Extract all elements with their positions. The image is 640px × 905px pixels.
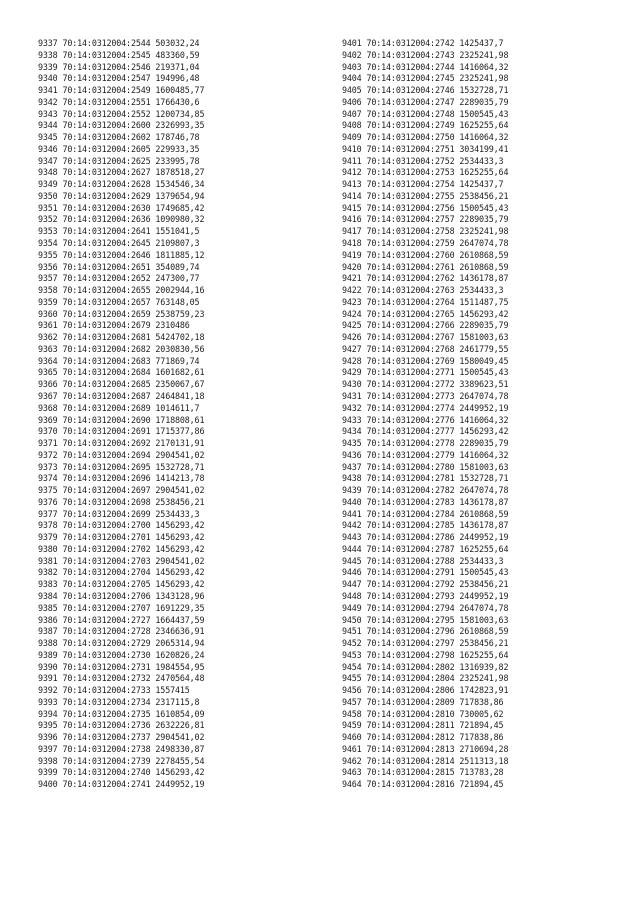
table-row: 9376 70:14:0312004:2698 2538456,21: [38, 496, 205, 507]
table-row: 9343 70:14:0312004:2552 1200734,85: [38, 108, 205, 119]
table-row: 9438 70:14:0312004:2781 1532728,71: [342, 473, 509, 484]
table-row: 9398 70:14:0312004:2739 2278455,54: [38, 755, 205, 766]
table-row: 9462 70:14:0312004:2814 2511313,18: [342, 755, 509, 766]
table-row: 9353 70:14:0312004:2641 1551041,5: [38, 226, 200, 237]
table-row: 9399 70:14:0312004:2740 1456293,42: [38, 767, 205, 778]
table-row: 9417 70:14:0312004:2758 2325241,98: [342, 226, 509, 237]
table-row: 9390 70:14:0312004:2731 1984554,95: [38, 661, 205, 672]
table-row: 9464 70:14:0312004:2816 721894,45: [342, 779, 504, 790]
table-row: 9463 70:14:0312004:2815 713783,28: [342, 767, 504, 778]
table-row: 9453 70:14:0312004:2798 1625255,64: [342, 649, 509, 660]
table-row: 9448 70:14:0312004:2793 2449952,19: [342, 590, 509, 601]
table-row: 9396 70:14:0312004:2737 2904541,02: [38, 732, 205, 743]
table-row: 9407 70:14:0312004:2748 1500545,43: [342, 108, 509, 119]
table-row: 9388 70:14:0312004:2729 2065314,94: [38, 638, 205, 649]
table-row: 9420 70:14:0312004:2761 2610868,59: [342, 261, 509, 272]
table-row: 9436 70:14:0312004:2779 1416064,32: [342, 449, 509, 460]
table-row: 9446 70:14:0312004:2791 1500545,43: [342, 567, 509, 578]
table-row: 9365 70:14:0312004:2684 1601682,61: [38, 367, 205, 378]
table-row: 9382 70:14:0312004:2704 1456293,42: [38, 567, 205, 578]
table-row: 9363 70:14:0312004:2682 2030830,56: [38, 343, 205, 354]
table-row: 9447 70:14:0312004:2792 2538456,21: [342, 579, 509, 590]
table-row: 9337 70:14:0312004:2544 503032,24: [38, 38, 200, 48]
table-row: 9402 70:14:0312004:2743 2325241,98: [342, 49, 509, 60]
table-row: 9347 70:14:0312004:2625 233995,78: [38, 155, 200, 166]
table-row: 9397 70:14:0312004:2738 2498330,87: [38, 743, 205, 754]
table-row: 9422 70:14:0312004:2763 2534433,3: [342, 285, 504, 296]
table-row: 9404 70:14:0312004:2745 2325241,98: [342, 73, 509, 84]
table-row: 9391 70:14:0312004:2732 2470564,48: [38, 673, 205, 684]
table-row: 9349 70:14:0312004:2628 1534546,34: [38, 179, 205, 190]
table-row: 9421 70:14:0312004:2762 1436178,87: [342, 273, 509, 284]
table-row: 9375 70:14:0312004:2697 2904541,02: [38, 485, 205, 496]
table-row: 9355 70:14:0312004:2646 1811885,12: [38, 249, 205, 260]
table-row: 9418 70:14:0312004:2759 2647074,78: [342, 238, 509, 249]
table-row: 9444 70:14:0312004:2787 1625255,64: [342, 543, 509, 554]
table-row: 9410 70:14:0312004:2751 3034199,41: [342, 143, 509, 154]
table-row: 9415 70:14:0312004:2756 1500545,43: [342, 202, 509, 213]
table-row: 9341 70:14:0312004:2549 1600485,77: [38, 85, 205, 96]
table-row: 9454 70:14:0312004:2802 1316939,82: [342, 661, 509, 672]
table-row: 9408 70:14:0312004:2749 1625255,64: [342, 120, 509, 131]
table-row: 9393 70:14:0312004:2734 2317115,8: [38, 696, 200, 707]
table-row: 9378 70:14:0312004:2700 1456293,42: [38, 520, 205, 531]
table-row: 9348 70:14:0312004:2627 1878518,27: [38, 167, 205, 178]
table-row: 9400 70:14:0312004:2741 2449952,19: [38, 779, 205, 790]
table-row: 9356 70:14:0312004:2651 354089,74: [38, 261, 200, 272]
table-row: 9450 70:14:0312004:2795 1581003,63: [342, 614, 509, 625]
table-row: 9412 70:14:0312004:2753 1625255,64: [342, 167, 509, 178]
table-row: 9456 70:14:0312004:2806 1742823,91: [342, 685, 509, 696]
table-row: 9394 70:14:0312004:2735 1610854,09: [38, 708, 205, 719]
table-row: 9457 70:14:0312004:2809 717838,86: [342, 696, 504, 707]
table-row: 9370 70:14:0312004:2691 1715377,86: [38, 426, 205, 437]
table-row: 9425 70:14:0312004:2766 2289035,79: [342, 320, 509, 331]
table-row: 9371 70:14:0312004:2692 2170131,91: [38, 438, 205, 449]
table-row: 9344 70:14:0312004:2600 2326993,35: [38, 120, 205, 131]
table-row: 9357 70:14:0312004:2652 247300,77: [38, 273, 200, 284]
table-row: 9342 70:14:0312004:2551 1766430,6: [38, 96, 200, 107]
table-row: 9387 70:14:0312004:2728 2346636,91: [38, 626, 205, 637]
table-row: 9358 70:14:0312004:2655 2002944,16: [38, 285, 205, 296]
table-row: 9441 70:14:0312004:2784 2610868,59: [342, 508, 509, 519]
table-row: 9459 70:14:0312004:2811 721894,45: [342, 720, 504, 731]
table-row: 9372 70:14:0312004:2694 2904541,02: [38, 449, 205, 460]
table-row: 9442 70:14:0312004:2785 1436178,87: [342, 520, 509, 531]
table-row: 9374 70:14:0312004:2696 1414213,78: [38, 473, 205, 484]
table-row: 9451 70:14:0312004:2796 2610868,59: [342, 626, 509, 637]
table-row: 9352 70:14:0312004:2636 1090980,32: [38, 214, 205, 225]
table-row: 9383 70:14:0312004:2705 1456293,42: [38, 579, 205, 590]
table-row: 9432 70:14:0312004:2774 2449952,19: [342, 402, 509, 413]
table-row: 9455 70:14:0312004:2804 2325241,98: [342, 673, 509, 684]
table-row: 9351 70:14:0312004:2630 1749685,42: [38, 202, 205, 213]
table-row: 9368 70:14:0312004:2689 1014611,7: [38, 402, 200, 413]
table-row: 9389 70:14:0312004:2730 1620826,24: [38, 649, 205, 660]
table-row: 9360 70:14:0312004:2659 2538759,23: [38, 308, 205, 319]
table-row: 9384 70:14:0312004:2706 1343128,96: [38, 590, 205, 601]
table-row: 9361 70:14:0312004:2679 2310486: [38, 320, 190, 331]
table-row: 9354 70:14:0312004:2645 2109807,3: [38, 238, 200, 249]
table-row: 9364 70:14:0312004:2683 771869,74: [38, 355, 200, 366]
table-row: 9385 70:14:0312004:2707 1691229,35: [38, 602, 205, 613]
table-row: 9460 70:14:0312004:2812 717838,86: [342, 732, 504, 743]
table-row: 9443 70:14:0312004:2786 2449952,19: [342, 532, 509, 543]
table-row: 9440 70:14:0312004:2783 1436178,87: [342, 496, 509, 507]
table-row: 9430 70:14:0312004:2772 3389623,51: [342, 379, 509, 390]
table-row: 9401 70:14:0312004:2742 1425437,7: [342, 38, 504, 48]
right-column: [342, 38, 622, 791]
table-row: 9362 70:14:0312004:2681 5424702,18: [38, 332, 205, 343]
table-row: 9379 70:14:0312004:2701 1456293,42: [38, 532, 205, 543]
table-row: 9346 70:14:0312004:2605 229933,35: [38, 143, 200, 154]
table-row: 9406 70:14:0312004:2747 2289035,79: [342, 96, 509, 107]
table-row: 9377 70:14:0312004:2699 2534433,3: [38, 508, 200, 519]
table-row: 9403 70:14:0312004:2744 1416064,32: [342, 61, 509, 72]
table-row: 9366 70:14:0312004:2685 2350067,67: [38, 379, 205, 390]
table-row: 9437 70:14:0312004:2780 1581003,63: [342, 461, 509, 472]
table-row: 9380 70:14:0312004:2702 1456293,42: [38, 543, 205, 554]
table-row: 9386 70:14:0312004:2727 1664437,59: [38, 614, 205, 625]
table-row: 9439 70:14:0312004:2782 2647074,78: [342, 485, 509, 496]
table-row: 9373 70:14:0312004:2695 1532728,71: [38, 461, 205, 472]
table-row: 9416 70:14:0312004:2757 2289035,79: [342, 214, 509, 225]
left-column: [38, 38, 318, 791]
table-row: 9435 70:14:0312004:2778 2289035,79: [342, 438, 509, 449]
table-row: 9367 70:14:0312004:2687 2464841,18: [38, 390, 205, 401]
table-row: 9392 70:14:0312004:2733 1557415: [38, 685, 190, 696]
table-row: 9414 70:14:0312004:2755 2538456,21: [342, 190, 509, 201]
table-row: 9429 70:14:0312004:2771 1500545,43: [342, 367, 509, 378]
table-row: 9431 70:14:0312004:2773 2647074,78: [342, 390, 509, 401]
table-row: 9458 70:14:0312004:2810 730005,62: [342, 708, 504, 719]
table-row: 9405 70:14:0312004:2746 1532728,71: [342, 85, 509, 96]
table-row: 9345 70:14:0312004:2602 178746,78: [38, 132, 200, 143]
table-row: 9423 70:14:0312004:2764 1511487,75: [342, 296, 509, 307]
table-row: 9434 70:14:0312004:2777 1456293,42: [342, 426, 509, 437]
table-row: 9424 70:14:0312004:2765 1456293,42: [342, 308, 509, 319]
table-row: 9419 70:14:0312004:2760 2610868,59: [342, 249, 509, 260]
table-row: 9428 70:14:0312004:2769 1580049,45: [342, 355, 509, 366]
table-row: 9340 70:14:0312004:2547 194996,48: [38, 73, 200, 84]
table-row: 9409 70:14:0312004:2750 1416064,32: [342, 132, 509, 143]
table-row: 9433 70:14:0312004:2776 1416064,32: [342, 414, 509, 425]
table-row: 9461 70:14:0312004:2813 2710694,28: [342, 743, 509, 754]
table-row: 9339 70:14:0312004:2546 219371,04: [38, 61, 200, 72]
table-row: 9350 70:14:0312004:2629 1379654,94: [38, 190, 205, 201]
table-row: 9395 70:14:0312004:2736 2632226,81: [38, 720, 205, 731]
table-row: 9359 70:14:0312004:2657 763148,05: [38, 296, 200, 307]
table-row: 9426 70:14:0312004:2767 1581003,63: [342, 332, 509, 343]
table-row: 9381 70:14:0312004:2703 2904541,02: [38, 555, 205, 566]
table-row: 9369 70:14:0312004:2690 1718808,61: [38, 414, 205, 425]
table-row: 9445 70:14:0312004:2788 2534433,3: [342, 555, 504, 566]
table-row: 9452 70:14:0312004:2797 2538456,21: [342, 638, 509, 649]
table-row: 9411 70:14:0312004:2752 2534433,3: [342, 155, 504, 166]
table-row: 9413 70:14:0312004:2754 1425437,7: [342, 179, 504, 190]
table-row: 9427 70:14:0312004:2768 2461779,55: [342, 343, 509, 354]
table-row: 9449 70:14:0312004:2794 2647074,78: [342, 602, 509, 613]
table-row: 9338 70:14:0312004:2545 483360,59: [38, 49, 200, 60]
